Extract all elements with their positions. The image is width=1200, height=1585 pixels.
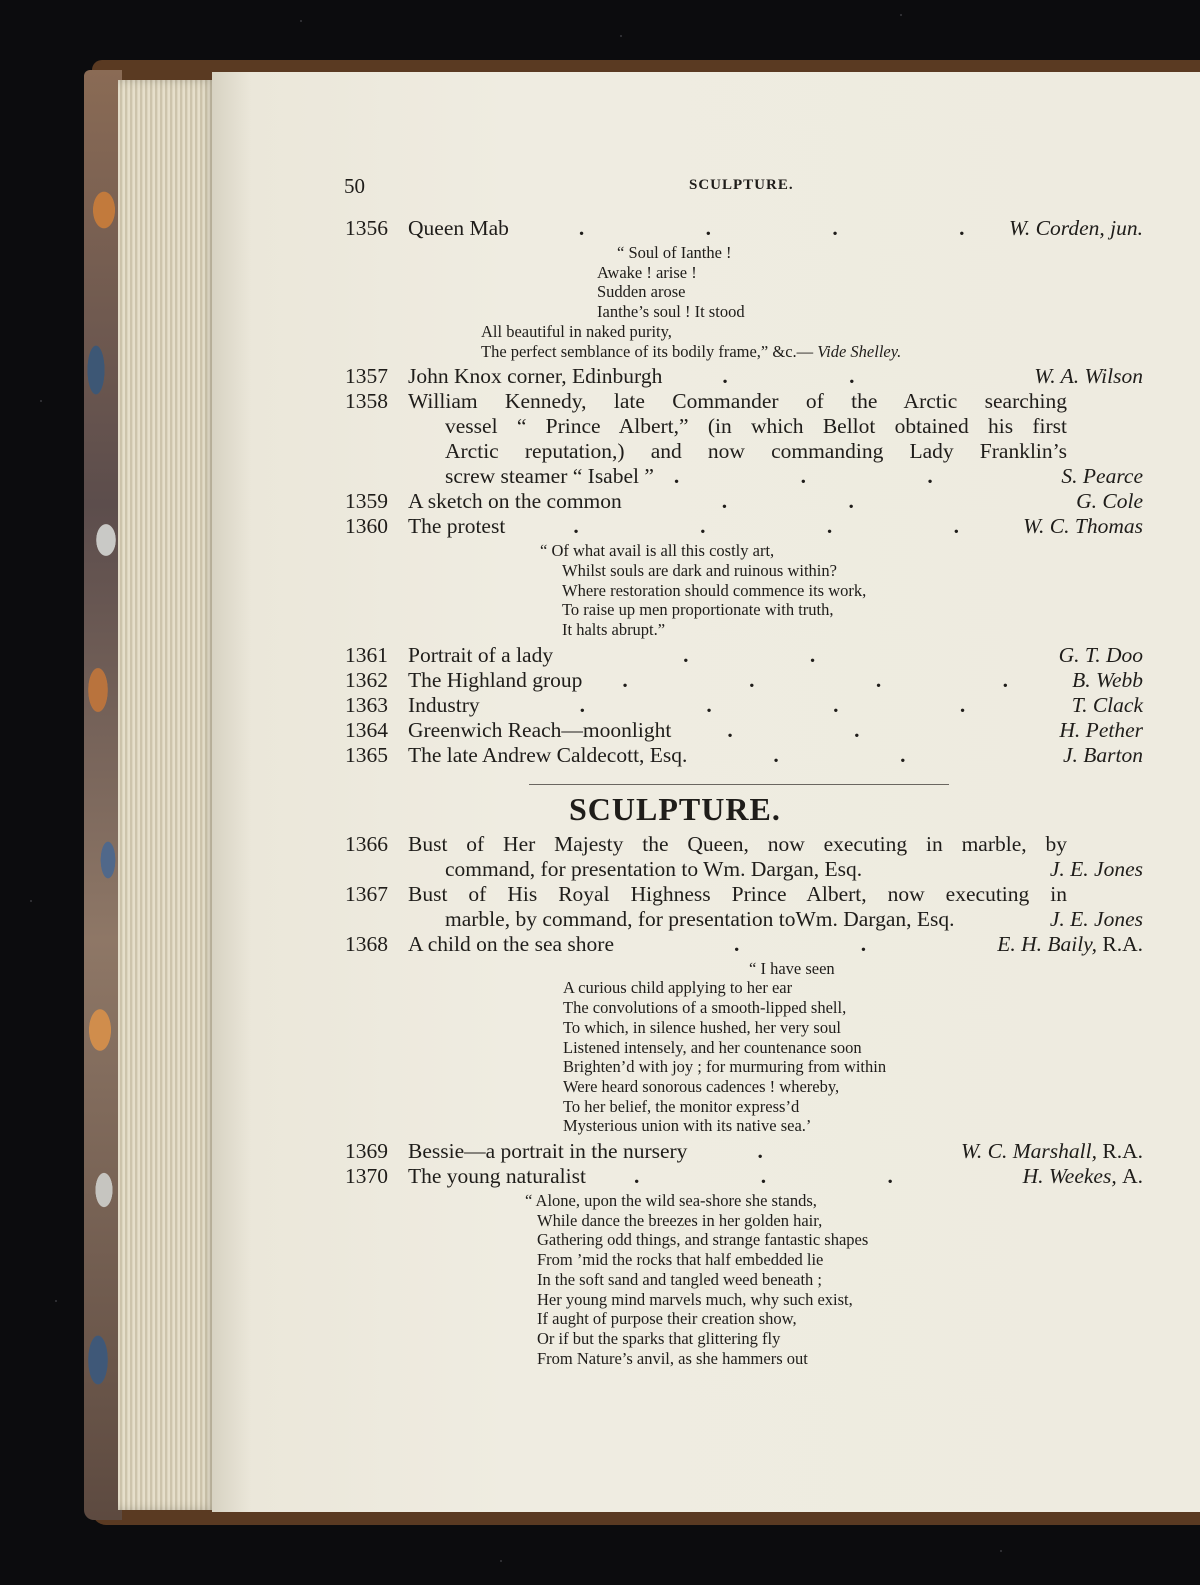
catalogue-entry <box>345 882 1143 932</box>
catalogue-entry: 1369 Bessie—a portrait in the nursery . W. C. Marshall, R.A. <box>345 1139 1143 1164</box>
entry-quote: “ Alone, upon the wild sea-shore she stands, While dance the breezes in her golden hair, Gathering odd things, and strange fantastic shapes From ’mid the rocks that half embedded lie In the soft sand and tangled weed beneath ; Her young mind marvels much, why such exist, If aught of purpose their creation show, Or if but the sparks that glittering fly From Nature’s anvil, as she hammers out <box>525 1191 869 1368</box>
entry-artist: E. H. Baily, <box>997 931 1097 956</box>
entry-number: 1370 <box>345 1164 388 1189</box>
catalogue-entry: 1360 The protest . . . . W. C. Thomas <box>345 514 1143 539</box>
entry-number: 1365 <box>345 742 388 767</box>
entry-number: 1366 <box>345 831 388 856</box>
entry-title: Industry <box>408 692 480 717</box>
artist-suffix: R.A. <box>1102 931 1143 956</box>
entry-quote: “ Soul of Ianthe ! Awake ! arise ! Sudden arose Ianthe’s soul ! It stood <box>597 243 745 322</box>
entry-artist: T. Clack <box>1071 692 1143 717</box>
catalogue-entry: 1356 Queen Mab . . . . W. Corden, jun. <box>345 216 1143 240</box>
entry-title: A sketch on the common <box>408 489 622 514</box>
entry-number: 1356 <box>345 216 388 240</box>
entry-artist: S. Pearce <box>1061 464 1143 489</box>
entry-title: A child on the sea shore <box>408 931 614 956</box>
entry-title: Bessie—a portrait in the nursery <box>408 1139 688 1164</box>
entry-title-line: Bust of His Royal Highness Prince Albert, now executing in <box>408 881 1067 906</box>
entry-title-line: marble, by command, for presentation toWm. Dargan, Esq. <box>445 906 955 931</box>
section-divider <box>529 784 949 785</box>
entry-number: 1357 <box>345 364 388 389</box>
catalogue-entry: 1364 Greenwich Reach—moonlight . . H. Pether <box>345 717 1143 742</box>
entry-number: 1362 <box>345 667 388 692</box>
entry-quote: “ I have seen A curious child applying to her ear The convolutions of a smooth-lipped shell, To which, in silence hushed, her very soul Listened intensely, and her countenance soon Brighten’d with joy ; for murmuring from within Were heard sonorous cadences ! whereby, To her belief, the monitor express’d Mysterious union with its native sea.’ <box>563 958 887 1136</box>
entry-title-line: Bust of Her Majesty the Queen, now executing in marble, by <box>408 831 1067 856</box>
entry-number: 1368 <box>345 931 388 956</box>
entry-title: Queen Mab <box>408 216 509 240</box>
entry-artist: J. E. Jones <box>1049 856 1143 881</box>
entry-artist: W. Corden, jun. <box>1009 216 1143 240</box>
entry-artist: W. A. Wilson <box>1034 364 1143 389</box>
running-head <box>344 174 1160 198</box>
page-number: 50 <box>344 174 365 198</box>
entry-quote-continued: All beautiful in naked purity, The perfect semblance of its bodily frame,” &c.— Vide Shelley. <box>481 321 902 361</box>
entry-number: 1363 <box>345 692 388 717</box>
entry-title: Greenwich Reach—moonlight <box>408 717 672 742</box>
entry-title: The Highland group <box>408 667 583 692</box>
entry-number: 1360 <box>345 514 388 539</box>
catalogue-entry: 1362 The Highland group . . . . B. Webb <box>345 667 1143 692</box>
entry-artist: J. E. Jones <box>1049 906 1143 931</box>
page-edges <box>118 80 216 1510</box>
entry-title: John Knox corner, Edinburgh <box>408 364 663 389</box>
entry-title: Portrait of a lady <box>408 642 554 667</box>
entry-number: 1359 <box>345 489 388 514</box>
quote-attribution: Vide Shelley. <box>817 341 902 361</box>
entry-title: The protest <box>408 514 506 539</box>
book-page <box>212 72 1200 1512</box>
entry-artist: H. Weekes, <box>1022 1164 1117 1189</box>
catalogue-entry: 1358 William Kennedy, late Commander of the Arctic searching vessel “ Prince Albert,” (in which Bellot obtained his first Arctic reputation,) and now commanding Lady Franklin’s screw steamer “ Isabel ” . . . S. Pearce <box>345 389 1143 489</box>
catalogue-entry: 1357 John Knox corner, Edinburgh . . W. A. Wilson <box>345 364 1143 389</box>
catalogue-entry: 1361 Portrait of a lady . . G. T. Doo <box>345 642 1143 667</box>
entry-title-line: vessel “ Prince Albert,” (in which Bellot obtained his first <box>445 414 1067 439</box>
section-heading: SCULPTURE. <box>569 790 781 827</box>
artist-suffix: R.A. <box>1102 1139 1143 1164</box>
entry-artist: H. Pether <box>1059 717 1143 742</box>
artist-suffix: A. <box>1122 1164 1143 1189</box>
entry-number: 1367 <box>345 881 388 906</box>
entry-artist: G. Cole <box>1076 489 1143 514</box>
entry-artist: G. T. Doo <box>1058 642 1143 667</box>
running-title: SCULPTURE. <box>689 177 794 193</box>
entry-title: The late Andrew Caldecott, Esq. <box>408 742 688 767</box>
entry-number: 1358 <box>345 389 388 414</box>
entry-title: The young naturalist <box>408 1164 586 1189</box>
catalogue-entry: 1368 A child on the sea shore . . E. H. Baily, R.A. <box>345 931 1143 956</box>
catalogue-entries <box>345 216 1143 1371</box>
entry-artist: W. C. Marshall, <box>961 1139 1097 1164</box>
entry-artist: W. C. Thomas <box>1023 514 1143 539</box>
marbled-edge <box>84 70 122 1520</box>
catalogue-entry <box>345 832 1143 882</box>
entry-title-line: Arctic reputation,) and now commanding Lady Franklin’s <box>445 439 1067 464</box>
entry-title-line: command, for presentation to Wm. Dargan, Esq. <box>445 856 863 881</box>
entry-number: 1369 <box>345 1139 388 1164</box>
catalogue-entry: 1365 The late Andrew Caldecott, Esq. . . J. Barton <box>345 742 1143 767</box>
entry-artist: J. Barton <box>1062 742 1143 767</box>
catalogue-entry: 1370 The young naturalist . . . H. Weekes, A. <box>345 1164 1143 1189</box>
entry-number: 1364 <box>345 717 388 742</box>
entry-artist: B. Webb <box>1072 667 1143 692</box>
catalogue-entry: 1359 A sketch on the common . . G. Cole <box>345 489 1143 514</box>
entry-number: 1361 <box>345 642 388 667</box>
entry-title-line: William Kennedy, late Commander of the Arctic searching <box>408 389 1067 414</box>
catalogue-entry: 1363 Industry . . . . T. Clack <box>345 692 1143 717</box>
entry-title-line: screw steamer “ Isabel ” <box>445 464 654 489</box>
entry-quote: “ Of what avail is all this costly art, Whilst souls are dark and ruinous within? Where restoration should commence its work, To raise up men proportionate with truth, It halts abrupt.” <box>540 541 867 640</box>
